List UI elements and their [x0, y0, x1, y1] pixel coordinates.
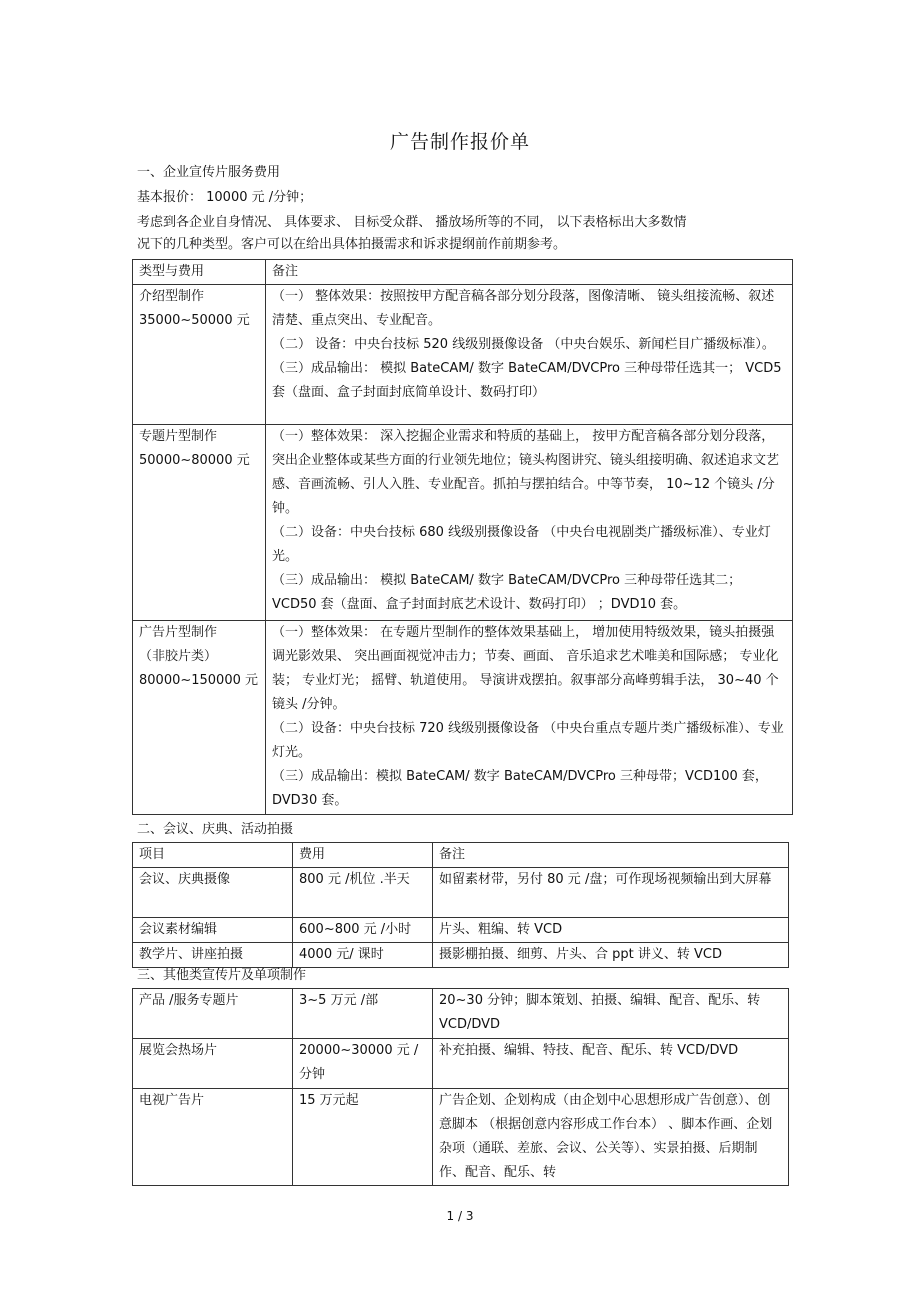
table-cell: 教学片、讲座拍摄 — [133, 943, 293, 968]
note-paragraph: （二）设备：中央台技标 720 线级别摄像设备 （中央台重点专题片类广播级标准）、专业灯光。 — [272, 721, 784, 760]
document-title: 广告制作报价单 — [389, 131, 530, 153]
section1-heading: 一、企业宣传片服务费用 — [137, 165, 281, 180]
note-paragraph: （一）整体效果： 深入挖掘企业需求和特质的基础上， 按甲方配音稿各部分划分段落，突出企业整体或某些方面的行业领先地位；镜头构图讲究、镜头组接明确、叙述追求文艺感、音画流畅、引人入胜、专业配音。抓拍与摆拍结合。中等节奏， 10~12 个镜头 /分钟。 — [272, 429, 780, 516]
table-cell: 20000~30000 元 /分钟 — [293, 1039, 433, 1089]
notes-cell — [266, 285, 793, 425]
table-cell: 展览会热场片 — [133, 1039, 293, 1089]
note-paragraph: （二）设备：中央台技标 680 线级别摄像设备 （中央台电视剧类广播级标准）、专业灯光。 — [272, 525, 771, 564]
table-header-row — [133, 260, 793, 285]
column-header: 类型与费用 — [133, 260, 266, 285]
page-number: 1 / 3 — [446, 1209, 474, 1223]
type-name: 广告片型制作 — [139, 625, 218, 640]
table-cell: 电视广告片 — [133, 1089, 293, 1186]
event-filming-table — [132, 842, 789, 968]
table-cell: 3~5 万元 /部 — [293, 989, 433, 1039]
table-row — [133, 868, 789, 918]
type-cell — [133, 285, 266, 425]
table-row — [133, 285, 793, 425]
note-paragraph: （三）成品输出： 模拟 BateCAM/ 数字 BateCAM/DVCPro 三种母带任选其二； VCD50 套（盘面、盒子封面封底艺术设计、数码打印） ；DVD10 套。 — [272, 573, 742, 612]
section2-heading: 二、会议、庆典、活动拍摄 — [137, 822, 294, 837]
table-row — [133, 425, 793, 621]
type-price: 80000~150000 元 — [139, 673, 259, 688]
table-cell: 会议、庆典摄像 — [133, 868, 293, 918]
type-name: 介绍型制作 — [139, 289, 205, 304]
table-cell: 片头、粗编、转 VCD — [433, 918, 789, 943]
table-cell: 如留素材带，另付 80 元 /盘；可作现场视频输出到大屏幕 — [433, 868, 789, 918]
table-cell: 广告企划、企划构成（由企划中心思想形成广告创意）、创意脚本 （根据创意内容形成工作台本） 、脚本作画、企划杂项（通联、差旅、会议、公关等）、实景拍摄、后期制作、配音、配乐、转 — [433, 1089, 789, 1186]
table-cell: 20~30 分钟；脚本策划、拍摄、编辑、配音、配乐、转 VCD/DVD — [433, 989, 789, 1039]
column-header: 项目 — [133, 843, 293, 868]
notes-cell — [266, 621, 793, 815]
table-cell: 摄影棚拍摄、细剪、片头、合 ppt 讲义、转 VCD — [433, 943, 789, 968]
intro-text-line-1: 考虑到各企业自身情况、 具体要求、 目标受众群、 播放场所等的不同， 以下表格标出大多数情 — [137, 215, 687, 230]
table-row — [133, 1039, 789, 1089]
note-paragraph: （三）成品输出：模拟 BateCAM/ 数字 BateCAM/DVCPro 三种母带；VCD100 套， DVD30 套。 — [272, 769, 768, 808]
type-subname: （非胶片类） — [139, 649, 218, 664]
table-cell: 会议素材编辑 — [133, 918, 293, 943]
note-paragraph: （一）整体效果： 在专题片型制作的整体效果基础上， 增加使用特级效果，镜头拍摄强调光影效果、 突出画面视觉冲击力；节奏、画面、 音乐追求艺术唯美和国际感； 专业化装； 专业灯光； 摇臂、轨道使用。 导演讲戏摆拍。叙事部分高峰剪辑手法， 30~40 个镜头 /分钟。 — [272, 625, 779, 712]
note-paragraph: （二） 设备：中央台技标 520 线级别摄像设备 （中央台娱乐、新闻栏目广播级标准）。 — [272, 337, 775, 352]
intro-text-line-2: 况下的几种类型。客户可以在给出具体拍摄需求和诉求提纲前作前期参考。 — [137, 237, 567, 252]
note-paragraph: （一） 整体效果：按照按甲方配音稿各部分划分段落，图像清晰、 镜头组接流畅、叙述清楚、重点突出、专业配音。 — [272, 289, 775, 328]
table-row — [133, 1089, 789, 1186]
table-row — [133, 918, 789, 943]
table-header-row — [133, 843, 789, 868]
table-row — [133, 621, 793, 815]
section3-heading: 三、其他类宣传片及单项制作 — [137, 968, 307, 983]
other-productions-table — [132, 988, 789, 1186]
column-header: 备注 — [266, 260, 793, 285]
note-paragraph: （三）成品输出： 模拟 BateCAM/ 数字 BateCAM/DVCPro 三种母带任选其一； VCD5 套（盘面、盒子封面封底简单设计、数码打印） — [272, 361, 782, 400]
type-cell — [133, 621, 266, 815]
type-price: 35000~50000 元 — [139, 313, 250, 328]
table-cell: 产品 /服务专题片 — [133, 989, 293, 1039]
type-cell — [133, 425, 266, 621]
table-row — [133, 989, 789, 1039]
table-cell: 800 元 /机位 .半天 — [293, 868, 433, 918]
base-price-text: 基本报价： 10000 元 /分钟； — [137, 190, 313, 205]
column-header: 备注 — [433, 843, 789, 868]
notes-cell — [266, 425, 793, 621]
column-header: 费用 — [293, 843, 433, 868]
table-cell: 600~800 元 /小时 — [293, 918, 433, 943]
production-types-table — [132, 259, 793, 815]
table-cell: 补充拍摄、编辑、特技、配音、配乐、转 VCD/DVD — [433, 1039, 789, 1089]
table-cell: 15 万元起 — [293, 1089, 433, 1186]
type-name: 专题片型制作 — [139, 429, 218, 444]
table-cell: 4000 元/ 课时 — [293, 943, 433, 968]
type-price: 50000~80000 元 — [139, 453, 250, 468]
